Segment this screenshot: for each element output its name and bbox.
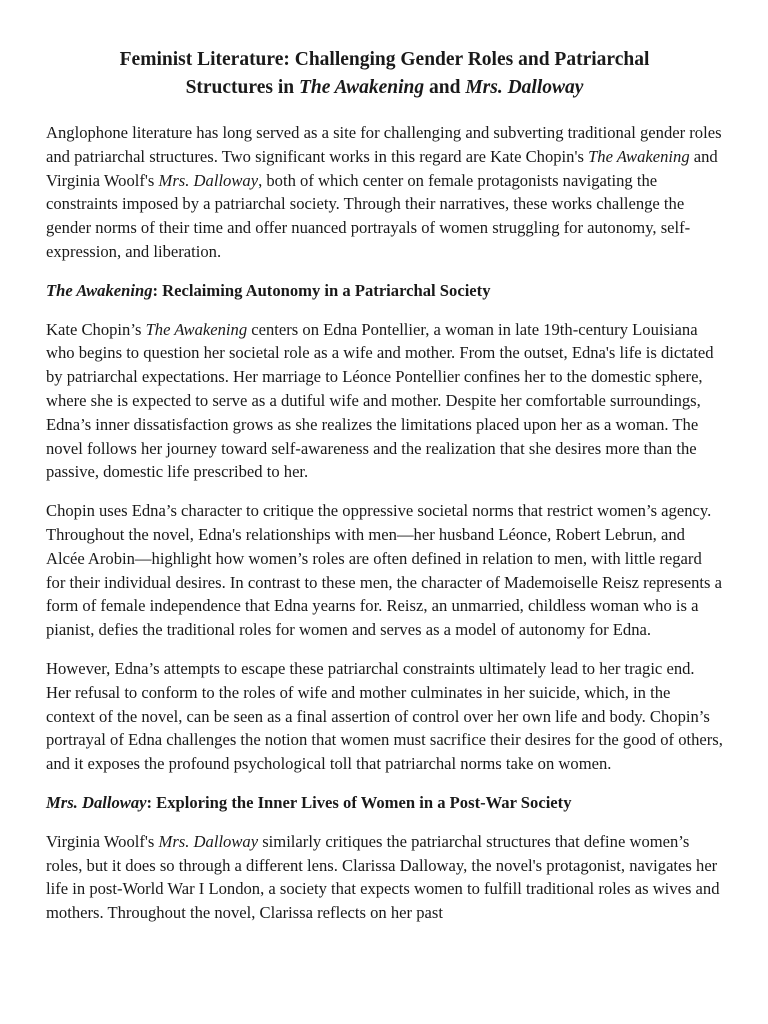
section2-heading-work: Mrs. Dalloway: [46, 792, 147, 812]
intro-paragraph: [46, 121, 723, 264]
awakening-paragraph-1: [46, 318, 723, 485]
s2p1-work: Mrs. Dalloway: [158, 831, 259, 851]
title-conjunction: and: [424, 77, 466, 98]
awakening-paragraph-3: However, Edna’s attempts to escape these patriarchal constraints ultimately lead to her tragic end. Her refusal to conform to the roles of wife and mother culminates in her suicide, which, in the context of the novel, can be seen as a final assertion of control over her own life and body. Chopin’s portrayal of Edna challenges the notion that women must sacrifice their desires for the good of others, and it exposes the profound psychological toll that patriarchal norms take on women.: [46, 658, 723, 774]
section1-heading-text: : Reclaiming Autonomy in a Patriarchal Society: [152, 280, 491, 300]
intro-text-3: , both of which center on female protagonists navigating the constraints imposed by a patriarchal society. Through their narratives, these works challenge the gender norms of their time and offer nuanced portrayals of women struggling for autonomy, self-expression, and liberation.: [46, 170, 691, 261]
section-heading-dalloway: [46, 791, 723, 815]
title-work-awakening: The Awakening: [298, 77, 425, 98]
s1p1-work: The Awakening: [145, 319, 248, 339]
intro-text-1: Anglophone literature has long served as a site for challenging and subverting traditional gender roles and patriarchal structures. Two significant works in this regard are Kate Chopin's: [46, 123, 722, 166]
document-title: [46, 46, 723, 102]
s1p1-text-1: Kate Chopin’s: [46, 319, 146, 339]
awakening-paragraph-2: Chopin uses Edna’s character to critique the oppressive societal norms that restrict women’s agency. Throughout the novel, Edna's relationships with men—her husband Léonce, Robert Lebrun, and Alcée Arobin—highlight how women’s roles are often defined in relation to men, with little regard for their individual desires. In contrast to these men, the character of Mademoiselle Reisz represents a form of female independence that Edna yearns for. Reisz, an unmarried, childless woman who is a pianist, defies the traditional roles for women and serves as a model of autonomy for Edna.: [46, 501, 722, 640]
title-work-dalloway: Mrs. Dalloway: [465, 77, 584, 98]
s1p1-text-2: centers on Edna Pontellier, a woman in late 19th-century Louisiana who begins to question her societal role as a wife and mother. From the outset, Edna's life is dictated by patriarchal expectations. Her marriage to Léonce Pontellier confines her to the domestic sphere, where she is expected to serve as a dutiful wife and mother. Despite her comfortable surroundings, Edna’s inner dissatisfaction grows as she realizes the limitations placed upon her as a woman. The novel follows her journey toward self-awareness and the realization that she desires more than the passive, domestic life prescribed to her.: [46, 319, 714, 482]
section-heading-awakening: [46, 279, 723, 303]
s2p1-text-1: Virginia Woolf's: [46, 831, 159, 851]
intro-work-dalloway: Mrs. Dalloway: [158, 170, 259, 190]
intro-text-2: and Virginia Woolf's: [46, 146, 718, 190]
section1-heading-work: The Awakening: [46, 280, 153, 300]
s2p1-text-2: similarly critiques the patriarchal structures that define women’s roles, but it does so through a different lens. Clarissa Dalloway, the novel's protagonist, navigates her life in post-World War I London, a society that expects women to fulfill traditional roles as wives and mothers. Throughout the novel, Clarissa reflects on her past: [46, 831, 720, 923]
title-line-1: Feminist Literature: Challenging Gender Roles and Patriarchal: [119, 49, 650, 70]
section2-heading-text: : Exploring the Inner Lives of Women in a Post-War Society: [146, 792, 572, 812]
title-prefix: Structures in: [185, 77, 299, 98]
intro-work-awakening: The Awakening: [588, 146, 690, 166]
title-line-2: [46, 74, 723, 102]
dalloway-paragraph-1: [46, 830, 723, 925]
